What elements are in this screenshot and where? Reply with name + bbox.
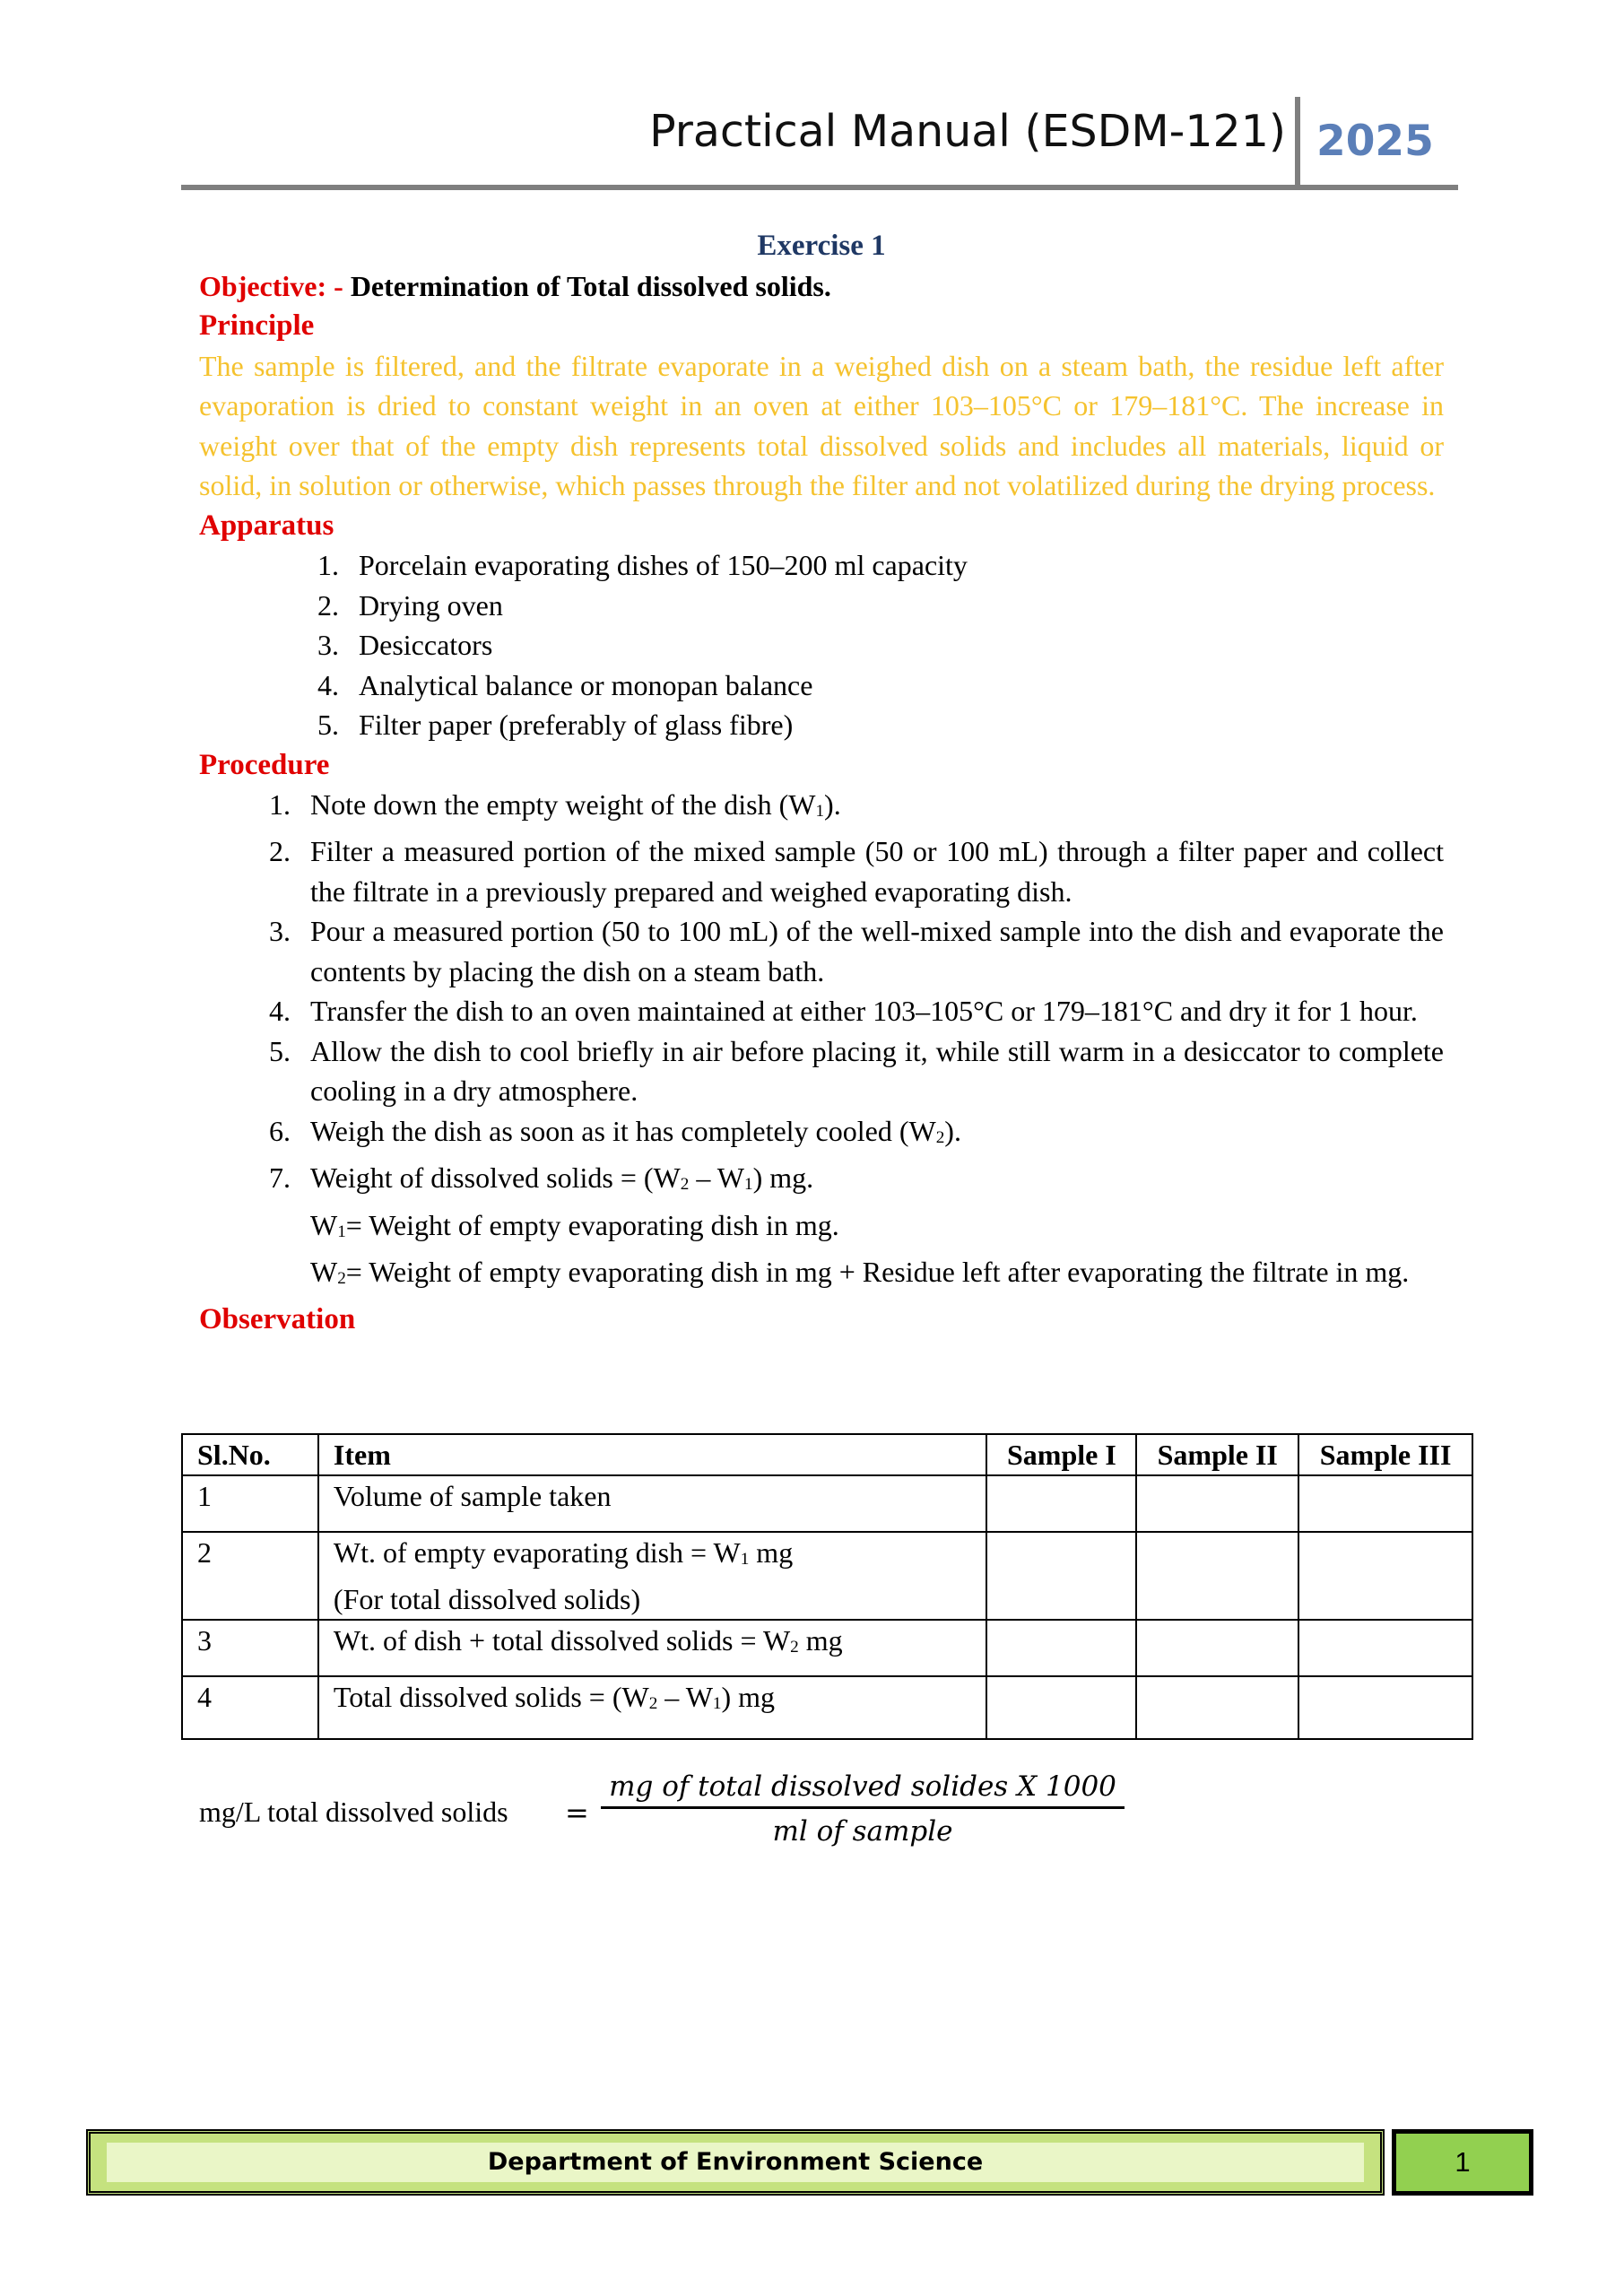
exercise-title: Exercise 1 <box>757 230 886 262</box>
sample-cell <box>1136 1532 1298 1620</box>
page-content <box>199 226 1444 1339</box>
table-row <box>182 1620 1472 1676</box>
sample-cell <box>1298 1475 1472 1532</box>
column-header: Item <box>318 1434 987 1475</box>
list-item: 7. Weight of dissolved solids = (W2 – W1) mg. W1= Weight of empty evaporating dish in mg. W2= Weight of empty evaporating dish in mg + Residue left after evaporating the filtrate in mg. <box>298 1158 1444 1299</box>
formula-denominator: ml of sample <box>772 1815 953 1848</box>
sample-cell <box>986 1620 1136 1676</box>
sample-cell <box>986 1532 1136 1620</box>
w2-definition: W2= Weight of empty evaporating dish in mg + Residue left after evaporating the filtrate in mg. <box>310 1256 1410 1289</box>
row-item: Volume of sample taken <box>318 1475 987 1532</box>
formula-equals: = <box>565 1796 589 1830</box>
list-item: 2. Drying oven <box>346 586 1444 626</box>
row-item: Wt. of empty evaporating dish = W1 mg (For total dissolved solids) <box>318 1532 987 1620</box>
row-item: Wt. of dish + total dissolved solids = W2 mg <box>318 1620 987 1676</box>
list-item: 3. Pour a measured portion (50 to 100 mL) of the well-mixed sample into the dish and evaporate the contents by placing the dish on a steam bath. <box>298 911 1444 991</box>
header-year: 2025 <box>1316 117 1434 166</box>
principle-heading: Principle <box>199 309 315 342</box>
header-title: Practical Manual (ESDM-121) <box>649 106 1286 157</box>
procedure-heading: Procedure <box>199 748 330 781</box>
tds-formula <box>199 1767 1116 1857</box>
sample-cell <box>1298 1532 1472 1620</box>
principle-text: The sample is filtered, and the filtrate evaporate in a weighed dish on a steam bath, the residue left after evaporation is dried to constant weight in an oven at either 103–105°C or 179–181°C. The increase in weight over that of the empty dish represents total dissolved solids and includes all materials, liquid or solid, in solution or otherwise, which passes through the filter and not volatilized during the drying process. <box>199 349 1444 501</box>
sample-cell <box>1136 1475 1298 1532</box>
page-number: 1 <box>1392 2129 1533 2196</box>
list-item: 6. Weigh the dish as soon as it has completely cooled (W2). <box>298 1111 1444 1158</box>
observation-table <box>181 1433 1473 1740</box>
sample-cell <box>1136 1620 1298 1676</box>
footer-department: Department of Environment Science <box>107 2143 1364 2182</box>
formula-fraction <box>601 1767 1125 1848</box>
row-number: 2 <box>182 1532 318 1620</box>
sample-cell <box>1298 1676 1472 1739</box>
w1-definition: W1= Weight of empty evaporating dish in mg. <box>310 1208 839 1241</box>
table-header-row <box>182 1434 1472 1475</box>
row-number: 4 <box>182 1676 318 1739</box>
observation-heading: Observation <box>199 1302 356 1335</box>
list-item: 1. Note down the empty weight of the dish (W1). <box>298 785 1444 831</box>
list-item: 1. Porcelain evaporating dishes of 150–200 ml capacity <box>346 545 1444 586</box>
list-item: 5. Allow the dish to cool briefly in air before placing it, while still warm in a desiccator to complete cooling in a dry atmosphere. <box>298 1031 1444 1111</box>
list-item: 4. Analytical balance or monopan balance <box>346 665 1444 706</box>
formula-label: mg/L total dissolved solids <box>199 1796 508 1828</box>
list-item: 4. Transfer the dish to an oven maintained at either 103–105°C or 179–181°C and dry it for 1 hour. <box>298 991 1444 1031</box>
sample-cell <box>1136 1676 1298 1739</box>
objective <box>199 266 1444 307</box>
sample-cell <box>986 1676 1136 1739</box>
table-row <box>182 1532 1472 1620</box>
page-header <box>181 97 1458 190</box>
apparatus-heading: Apparatus <box>199 509 334 542</box>
column-header: Sample I <box>986 1434 1136 1475</box>
formula-numerator: mg of total dissolved solides X 1000 <box>601 1767 1125 1809</box>
list-item: 2. Filter a measured portion of the mixed sample (50 or 100 mL) through a filter paper and collect the filtrate in a previously prepared and weighed evaporating dish. <box>298 831 1444 911</box>
procedure-list <box>199 785 1444 1300</box>
column-header: Sl.No. <box>182 1434 318 1475</box>
page-footer <box>86 2129 1533 2205</box>
footer-department-box <box>86 2129 1385 2196</box>
table-row <box>182 1676 1472 1739</box>
row-number: 3 <box>182 1620 318 1676</box>
header-separator <box>1295 97 1300 187</box>
list-item: 3. Desiccators <box>346 625 1444 665</box>
column-header: Sample III <box>1298 1434 1472 1475</box>
column-header: Sample II <box>1136 1434 1298 1475</box>
header-rule <box>181 185 1458 190</box>
row-item: Total dissolved solids = (W2 – W1) mg <box>318 1676 987 1739</box>
objective-text: Determination of Total dissolved solids. <box>350 269 831 302</box>
table-row <box>182 1475 1472 1532</box>
objective-label: Objective: - <box>199 269 343 302</box>
sample-cell <box>986 1475 1136 1532</box>
list-item: 5. Filter paper (preferably of glass fibre) <box>346 705 1444 745</box>
row-number: 1 <box>182 1475 318 1532</box>
sample-cell <box>1298 1620 1472 1676</box>
apparatus-list <box>199 545 1444 745</box>
